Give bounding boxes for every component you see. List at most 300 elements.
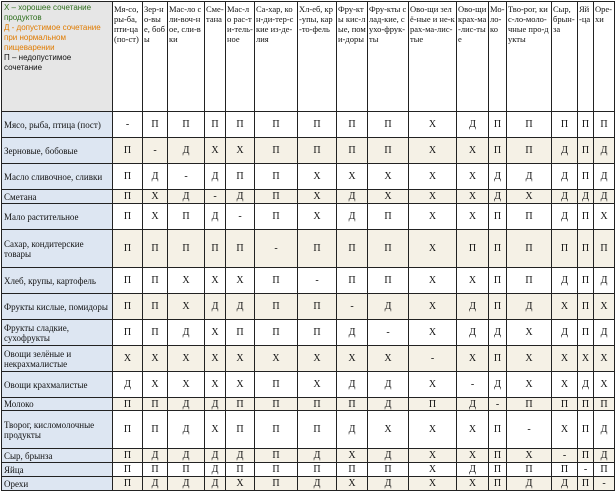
compatibility-cell: - [255,230,298,268]
compatibility-cell: П [255,463,298,477]
compatibility-cell: Д [507,477,552,491]
compatibility-cell: Х [226,372,255,398]
compatibility-cell: Х [226,477,255,491]
compatibility-cell: - [113,112,143,138]
compatibility-cell: П [113,477,143,491]
compatibility-cell: П [298,112,337,138]
compatibility-cell: Д [337,204,368,230]
compatibility-cell: Х [255,346,298,372]
compatibility-cell: Х [337,346,368,372]
compatibility-cell: Д [507,294,552,320]
compatibility-cell: П [168,112,205,138]
compatibility-cell: П [489,449,507,463]
compatibility-cell: Д [552,268,578,294]
compatibility-cell: П [255,449,298,463]
column-header: Мя-со, ры-ба, пти-ца (по-ст) [113,2,143,112]
compatibility-cell: Х [368,346,409,372]
compatibility-cell: П [594,230,615,268]
compatibility-cell: П [298,398,337,411]
compatibility-cell: Х [552,372,578,398]
compatibility-cell: Х [594,294,615,320]
compatibility-cell: Х [457,190,489,204]
compatibility-cell: Х [368,190,409,204]
compatibility-cell: П [507,230,552,268]
compatibility-cell: Х [409,294,457,320]
compatibility-cell: П [337,463,368,477]
compatibility-cell: Х [168,346,205,372]
compatibility-cell: Д [489,164,507,190]
compatibility-cell: П [143,463,168,477]
compatibility-cell: Д [168,320,205,346]
compatibility-cell: П [578,411,594,449]
compatibility-cell: П [594,112,615,138]
compatibility-cell: - [552,449,578,463]
compatibility-cell: Д [489,372,507,398]
compatibility-cell: - [489,398,507,411]
compatibility-cell: Д [489,190,507,204]
compatibility-cell: П [298,294,337,320]
compatibility-cell: Х [226,138,255,164]
compatibility-cell: Х [409,190,457,204]
compatibility-cell: Х [594,204,615,230]
column-header: Ово-щи зелё-ные и не-крах-ма-лис-тые [409,2,457,112]
compatibility-cell: - [298,268,337,294]
row-header: Сахар, кондитерские товары [2,230,113,268]
compatibility-cell: П [298,230,337,268]
compatibility-cell: П [578,112,594,138]
compatibility-cell: Х [552,411,578,449]
compatibility-cell: Д [298,477,337,491]
row-header: Мало растительное [2,204,113,230]
row-header: Овощи крахмалистые [2,372,113,398]
compatibility-cell: Д [205,463,226,477]
compatibility-cell: Х [552,294,578,320]
compatibility-cell: П [489,230,507,268]
compatibility-cell: Х [507,190,552,204]
compatibility-cell: Д [594,190,615,204]
row-header: Сметана [2,190,113,204]
compatibility-cell: Д [168,398,205,411]
compatibility-cell: П [337,398,368,411]
compatibility-cell: П [337,112,368,138]
compatibility-cell: Д [594,449,615,463]
compatibility-cell: Х [143,190,168,204]
compatibility-cell: П [578,294,594,320]
compatibility-cell: П [489,294,507,320]
compatibility-cell: Х [205,372,226,398]
compatibility-cell: П [205,112,226,138]
table-row [2,449,615,463]
row-header: Овощи зелёные и некрахмалистые [2,346,113,372]
compatibility-cell: П [113,398,143,411]
compatibility-cell: Х [226,346,255,372]
row-header: Мясо, рыба, птица (пост) [2,112,113,138]
compatibility-cell: Д [552,138,578,164]
compatibility-cell: Х [457,449,489,463]
compatibility-cell: П [368,138,409,164]
compatibility-cell: Д [337,320,368,346]
table-row [2,204,615,230]
compatibility-cell: Д [143,477,168,491]
compatibility-cell: П [368,230,409,268]
compatibility-cell: Х [409,164,457,190]
compatibility-cell: Х [457,346,489,372]
compatibility-cell: П [113,320,143,346]
compatibility-cell: Х [507,372,552,398]
compatibility-cell: Д [457,112,489,138]
compatibility-cell: П [298,320,337,346]
compatibility-cell: Д [594,320,615,346]
compatibility-cell: Х [205,346,226,372]
compatibility-cell: Х [168,268,205,294]
compatibility-cell: - [337,294,368,320]
compatibility-cell: П [552,230,578,268]
table-row [2,372,615,398]
compatibility-cell: П [255,190,298,204]
compatibility-cell: П [489,204,507,230]
compatibility-cell: П [113,449,143,463]
compatibility-cell: П [113,268,143,294]
compatibility-cell: П [457,230,489,268]
table-row [2,230,615,268]
compatibility-cell: Д [143,449,168,463]
compatibility-cell: П [255,112,298,138]
compatibility-cell: П [143,294,168,320]
compatibility-cell: П [205,230,226,268]
compatibility-cell: Х [409,477,457,491]
compatibility-cell: Х [205,138,226,164]
compatibility-cell: П [143,411,168,449]
column-header: Зер-но-вые, бобы [143,2,168,112]
compatibility-cell: Х [113,346,143,372]
compatibility-cell: П [143,398,168,411]
compatibility-cell: - [578,463,594,477]
compatibility-cell: Х [298,190,337,204]
compatibility-cell: Х [409,230,457,268]
compatibility-cell: Д [205,477,226,491]
compatibility-cell: П [337,138,368,164]
column-header: Мо-ло-ко [489,2,507,112]
table-row [2,294,615,320]
compatibility-cell: Д [168,449,205,463]
row-header: Молоко [2,398,113,411]
compatibility-cell: Х [143,372,168,398]
compatibility-cell: - [205,190,226,204]
compatibility-cell: П [594,463,615,477]
compatibility-cell: П [143,230,168,268]
compatibility-cell: П [255,411,298,449]
compatibility-cell: Д [226,190,255,204]
compatibility-cell: Д [594,411,615,449]
compatibility-cell: П [113,138,143,164]
compatibility-cell: - [507,411,552,449]
row-header: Яйца [2,463,113,477]
compatibility-cell: Х [409,463,457,477]
table-header-row [2,2,615,112]
compatibility-cell: П [489,411,507,449]
compatibility-cell: Х [409,411,457,449]
compatibility-cell: П [113,190,143,204]
column-header: Фру-кты слад-кие, сухо-фрук-ты [368,2,409,112]
compatibility-cell: Х [594,346,615,372]
compatibility-cell: Х [457,138,489,164]
compatibility-cell: П [578,398,594,411]
compatibility-cell: Д [368,398,409,411]
compatibility-cell: П [226,411,255,449]
compatibility-cell: П [578,230,594,268]
table-row [2,346,615,372]
compatibility-cell: П [113,411,143,449]
table-row [2,477,615,491]
compatibility-cell: П [226,230,255,268]
compatibility-cell: Д [113,372,143,398]
row-header: Фрукты сладкие, сухофрукты [2,320,113,346]
compatibility-cell: П [298,138,337,164]
compatibility-cell: П [255,398,298,411]
table-row [2,164,615,190]
compatibility-cell: Д [552,477,578,491]
column-header: Тво-рог, кис-ло-моло-чные про-дукты [507,2,552,112]
compatibility-cell: Х [507,320,552,346]
compatibility-cell: Х [205,411,226,449]
compatibility-cell: Х [457,411,489,449]
row-header: Фрукты кислые, помидоры [2,294,113,320]
column-header: Оре-хи [594,2,615,112]
column-header: Хл-еб, кр-упы, кар-то-фель [298,2,337,112]
column-header: Сме-тана [205,2,226,112]
compatibility-cell: П [578,138,594,164]
compatibility-cell: П [368,112,409,138]
compatibility-cell: Д [168,411,205,449]
row-header: Зерновые, бобовые [2,138,113,164]
table-row [2,190,615,204]
table-row [2,463,615,477]
compatibility-cell: Х [298,372,337,398]
compatibility-cell: Д [552,320,578,346]
compatibility-cell: Д [594,164,615,190]
compatibility-cell: Х [143,346,168,372]
compatibility-cell: П [578,268,594,294]
compatibility-cell: Х [457,204,489,230]
compatibility-cell: Д [205,204,226,230]
table-row [2,138,615,164]
compatibility-cell: Д [337,190,368,204]
compatibility-cell: П [255,294,298,320]
compatibility-cell: Х [298,346,337,372]
compatibility-cell: Х [409,112,457,138]
compatibility-cell: Д [368,372,409,398]
compatibility-cell: Д [205,164,226,190]
compatibility-cell: Х [143,204,168,230]
compatibility-cell: П [507,463,552,477]
compatibility-cell: Х [457,164,489,190]
compatibility-cell: Х [552,346,578,372]
compatibility-cell: П [489,346,507,372]
column-header: Сыр, брын-за [552,2,578,112]
row-header: Хлеб, крупы, картофель [2,268,113,294]
compatibility-cell: Х [409,320,457,346]
table-row [2,320,615,346]
row-header: Сыр, брынза [2,449,113,463]
compatibility-cell: П [489,138,507,164]
compatibility-cell: П [552,463,578,477]
compatibility-cell: Х [409,138,457,164]
compatibility-cell: П [368,204,409,230]
compatibility-cell: П [113,164,143,190]
compatibility-cell: Х [205,320,226,346]
compatibility-cell: Д [578,372,594,398]
compatibility-cell: П [298,411,337,449]
compatibility-cell: Д [226,449,255,463]
table-row [2,112,615,138]
compatibility-cell: Д [368,294,409,320]
compatibility-cell: П [578,477,594,491]
compatibility-cell: П [507,268,552,294]
compatibility-cell: Х [409,204,457,230]
compatibility-cell: Д [205,398,226,411]
compatibility-cell: П [113,294,143,320]
compatibility-cell: П [255,204,298,230]
compatibility-cell: П [409,398,457,411]
compatibility-cell: Д [168,138,205,164]
compatibility-cell: П [168,204,205,230]
legend-good: Х – хорошее сочетание продуктов [4,3,92,22]
compatibility-cell: Д [205,294,226,320]
compatibility-cell: Х [409,449,457,463]
compatibility-cell: Х [507,346,552,372]
legend-bad: П – недопустимое сочетание [4,53,72,72]
compatibility-cell: Х [594,372,615,398]
compatibility-cell: Х [578,346,594,372]
compatibility-cell: П [113,463,143,477]
compatibility-cell: П [594,398,615,411]
compatibility-cell: Х [337,449,368,463]
compatibility-cell: П [489,463,507,477]
table-row [2,268,615,294]
compatibility-cell: Д [507,164,552,190]
compatibility-cell: П [337,230,368,268]
compatibility-cell: П [552,398,578,411]
compatibility-cell: П [578,449,594,463]
food-compatibility-table [1,1,615,491]
column-header: Мас-ло сли-воч-ное, сли-вки [168,2,205,112]
compatibility-cell: Х [337,164,368,190]
compatibility-cell: П [298,463,337,477]
compatibility-cell: П [255,477,298,491]
compatibility-cell: П [226,112,255,138]
compatibility-cell: П [507,398,552,411]
compatibility-cell: П [507,204,552,230]
compatibility-cell: - [368,320,409,346]
compatibility-cell: - [457,372,489,398]
legend-ok: Д - допустимое сочетание при нормальном пищеварении [4,23,101,52]
compatibility-cell: Х [337,477,368,491]
compatibility-cell: Д [143,164,168,190]
compatibility-cell: - [168,164,205,190]
compatibility-cell: Х [168,294,205,320]
compatibility-cell: Д [457,398,489,411]
compatibility-cell: П [113,204,143,230]
compatibility-cell: П [337,268,368,294]
compatibility-cell: П [226,398,255,411]
compatibility-cell: Д [552,164,578,190]
compatibility-cell: Х [368,164,409,190]
compatibility-cell: Х [298,164,337,190]
compatibility-cell: П [226,164,255,190]
compatibility-cell: Х [457,477,489,491]
compatibility-cell: Д [168,477,205,491]
compatibility-cell: П [552,112,578,138]
compatibility-cell: Х [298,204,337,230]
compatibility-cell: Х [368,411,409,449]
table-row [2,398,615,411]
compatibility-cell: П [168,463,205,477]
compatibility-cell: Д [578,190,594,204]
compatibility-cell: Д [226,294,255,320]
compatibility-cell: - [409,346,457,372]
compatibility-cell: Д [594,138,615,164]
compatibility-cell: П [507,138,552,164]
compatibility-cell: П [368,268,409,294]
column-header: Са-хар, кон-ди-тер-ские из-де-лия [255,2,298,112]
column-header: Фру-кты кис-лые, поми-доры [337,2,368,112]
compatibility-cell: Д [205,449,226,463]
compatibility-cell: Д [594,268,615,294]
compatibility-cell: П [489,477,507,491]
row-header: Творог, кисломолочные продукты [2,411,113,449]
row-header: Орехи [2,477,113,491]
compatibility-cell: П [578,204,594,230]
compatibility-cell: Х [409,268,457,294]
column-header: Ово-щи крах-ма-лис-тые [457,2,489,112]
legend [2,2,113,112]
compatibility-cell: П [226,463,255,477]
compatibility-cell: Д [337,372,368,398]
compatibility-cell: П [143,320,168,346]
compatibility-cell: Д [368,449,409,463]
compatibility-cell: П [168,230,205,268]
compatibility-cell: Х [457,268,489,294]
table-row [2,411,615,449]
compatibility-cell: П [113,230,143,268]
compatibility-cell: Х [507,449,552,463]
compatibility-cell: - [594,477,615,491]
compatibility-cell: П [489,268,507,294]
compatibility-cell: Д [368,477,409,491]
compatibility-cell: Д [337,411,368,449]
compatibility-cell: Х [205,268,226,294]
compatibility-cell: П [489,112,507,138]
compatibility-cell: Д [298,449,337,463]
compatibility-cell: П [255,268,298,294]
compatibility-cell: Д [489,320,507,346]
compatibility-cell: Д [457,320,489,346]
compatibility-cell: Д [457,463,489,477]
compatibility-cell: Д [552,204,578,230]
compatibility-cell: П [255,372,298,398]
compatibility-cell: Х [409,372,457,398]
compatibility-cell: П [143,112,168,138]
compatibility-cell: Х [226,268,255,294]
compatibility-cell: - [226,204,255,230]
compatibility-cell: П [507,112,552,138]
compatibility-cell: Д [457,294,489,320]
compatibility-cell: П [143,268,168,294]
compatibility-cell: - [143,138,168,164]
compatibility-cell: П [255,138,298,164]
column-header: Яй-ца [578,2,594,112]
compatibility-cell: П [368,463,409,477]
